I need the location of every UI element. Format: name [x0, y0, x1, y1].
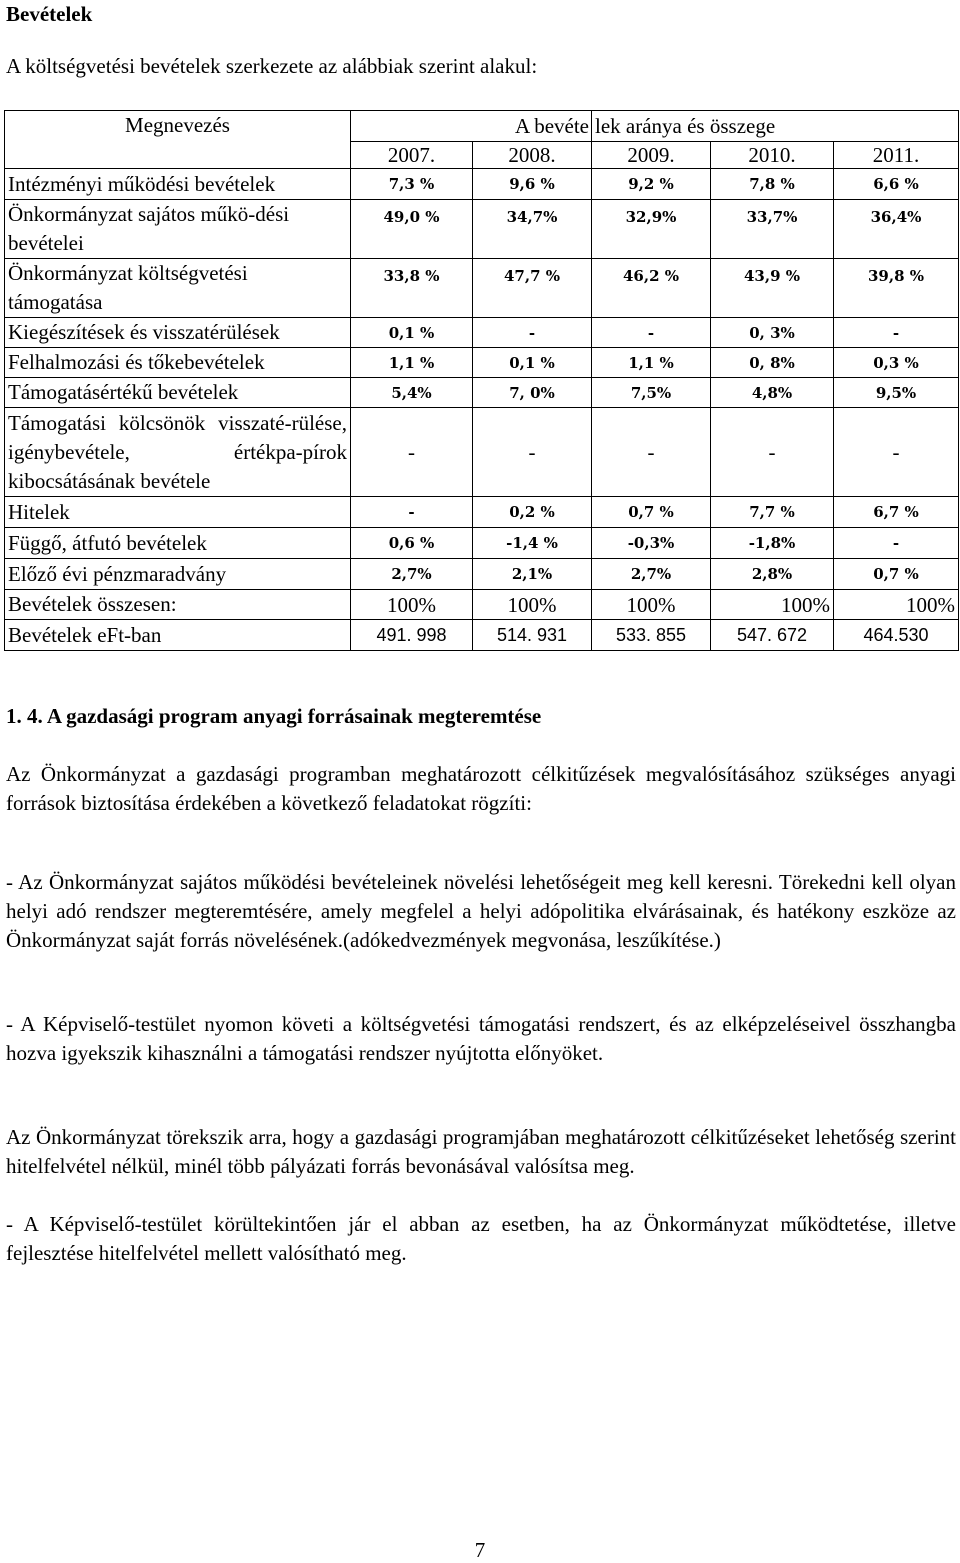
row-value: 33,8 %	[351, 259, 473, 318]
page-number: 7	[474, 1538, 486, 1562]
row-name: Hitelek	[5, 497, 351, 528]
row-value: 7,5%	[592, 378, 711, 408]
table-row	[5, 528, 959, 559]
paragraph: Az Önkormányzat törekszik arra, hogy a gazdasági programjában meghatározott célkitűzéseket lehetőség szerint hitelfelvétel nélkül, minél több pályázati forrás bevonásával valósítsa meg.	[6, 1125, 956, 1178]
header-group-b: lek aránya és összege	[592, 111, 959, 142]
row-value: 0,7 %	[834, 559, 959, 590]
row-value: 4,8%	[711, 378, 834, 408]
row-name: Felhalmozási és tőkebevételek	[5, 348, 351, 378]
header-group-a: A bevéte	[351, 111, 592, 142]
header-name: Megnevezés	[5, 111, 351, 169]
row-value: 0,1 %	[351, 318, 473, 348]
table-row	[5, 408, 959, 497]
row-value: 9,2 %	[592, 169, 711, 200]
row-value: 0,2 %	[473, 497, 592, 528]
table-row	[5, 348, 959, 378]
row-value: -	[473, 408, 592, 497]
row-value: 0,6 %	[351, 528, 473, 559]
paragraph: - Az Önkormányzat sajátos működési bevételeinek növelési lehetőségeit meg kell keresni. Törekedni kell olyan helyi adó rendszer megteremtésére, amely megfelel a helyi adópolitika elvárásainak, és hatékony eszköze az Önkormányzat saját forrás növelésének.(adókedvezmények megvonása, leszűkítése.)	[6, 870, 956, 952]
intro-text: A költségvetési bevételek szerkezete az alábbiak szerint alakul:	[6, 54, 538, 78]
row-name: Önkormányzat költségvetési támogatása	[5, 259, 351, 318]
row-value: 100%	[473, 590, 592, 620]
row-value: -	[351, 408, 473, 497]
row-value: 39,8 %	[834, 259, 959, 318]
row-value: 49,0 %	[351, 200, 473, 259]
row-value: 0,7 %	[592, 497, 711, 528]
row-value: 0, 3%	[711, 318, 834, 348]
row-value: 33,7%	[711, 200, 834, 259]
row-value: -	[473, 318, 592, 348]
row-value: 2,8%	[711, 559, 834, 590]
row-value: 0,3 %	[834, 348, 959, 378]
row-value: 9,5%	[834, 378, 959, 408]
row-value: -0,3%	[592, 528, 711, 559]
table-row	[5, 259, 959, 318]
table-row	[5, 200, 959, 259]
row-value: 43,9 %	[711, 259, 834, 318]
row-value: -	[834, 408, 959, 497]
paragraph: - A Képviselő-testület körültekintően jár el abban az esetben, ha az Önkormányzat működtetése, illetve fejlesztése hitelfelvétel mellett valósítható meg.	[6, 1212, 956, 1265]
row-name: Támogatásértékű bevételek	[5, 378, 351, 408]
row-value: 5,4%	[351, 378, 473, 408]
paragraph: Az Önkormányzat a gazdasági programban meghatározott célkitűzések megvalósításához szükséges anyagi források biztosítása érdekében a következő feladatokat rögzíti:	[6, 762, 956, 815]
row-value: -	[592, 318, 711, 348]
table-row	[5, 497, 959, 528]
page-heading: Bevételek	[6, 2, 93, 26]
row-value: 7,8 %	[711, 169, 834, 200]
row-value: -	[834, 528, 959, 559]
row-value: 100%	[351, 590, 473, 620]
year-cell: 2007.	[351, 142, 473, 169]
table-row	[5, 318, 959, 348]
row-value: 36,4%	[834, 200, 959, 259]
row-name: Támogatási kölcsönök visszaté-rülése, igénybevétele, értékpa-pírok kibocsátásának bevétele	[5, 408, 351, 497]
total-row	[5, 590, 959, 620]
row-value: 2,7%	[351, 559, 473, 590]
year-cell: 2009.	[592, 142, 711, 169]
row-value: 47,7 %	[473, 259, 592, 318]
row-value: 46,2 %	[592, 259, 711, 318]
table-row	[5, 378, 959, 408]
row-value: 491. 998	[351, 620, 473, 651]
row-value: 100%	[592, 590, 711, 620]
year-cell: 2008.	[473, 142, 592, 169]
section-heading: 1. 4. A gazdasági program anyagi forrásainak megteremtése	[6, 704, 542, 728]
row-name: Önkormányzat sajátos műkö-dési bevételei	[5, 200, 351, 259]
row-value: 100%	[834, 590, 959, 620]
row-value: 6,6 %	[834, 169, 959, 200]
row-value: -	[592, 408, 711, 497]
row-value: 514. 931	[473, 620, 592, 651]
row-value: 7,3 %	[351, 169, 473, 200]
table-row	[5, 559, 959, 590]
row-name: Előző évi pénzmaradvány	[5, 559, 351, 590]
row-name: Kiegészítések és visszatérülések	[5, 318, 351, 348]
row-value: -1,4 %	[473, 528, 592, 559]
year-cell: 2010.	[711, 142, 834, 169]
row-value: 2,7%	[592, 559, 711, 590]
row-value: 0,1 %	[473, 348, 592, 378]
row-value: 0, 8%	[711, 348, 834, 378]
row-value: -	[351, 497, 473, 528]
row-value: -	[834, 318, 959, 348]
row-name: Függő, átfutó bevételek	[5, 528, 351, 559]
row-value: 32,9%	[592, 200, 711, 259]
row-name: Bevételek eFt-ban	[5, 620, 351, 651]
table-header-row	[5, 111, 959, 142]
row-value: 533. 855	[592, 620, 711, 651]
row-value: 1,1 %	[592, 348, 711, 378]
row-value: 34,7%	[473, 200, 592, 259]
row-value: 9,6 %	[473, 169, 592, 200]
year-cell: 2011.	[834, 142, 959, 169]
row-name: Intézményi működési bevételek	[5, 169, 351, 200]
paragraph: - A Képviselő-testület nyomon követi a költségvetési támogatási rendszert, és az elképzeléseivel összhangba hozva igyekszik kihasználni a támogatási rendszer nyújtotta előnyöket.	[6, 1012, 956, 1065]
row-value: 1,1 %	[351, 348, 473, 378]
row-value: 7,7 %	[711, 497, 834, 528]
row-value: -	[711, 408, 834, 497]
row-value: 6,7 %	[834, 497, 959, 528]
row-value: 547. 672	[711, 620, 834, 651]
row-value: 100%	[711, 590, 834, 620]
row-value: 2,1%	[473, 559, 592, 590]
table-row	[5, 169, 959, 200]
row-value: 7, 0%	[473, 378, 592, 408]
revenue-table	[4, 110, 959, 651]
row-value: 464.530	[834, 620, 959, 651]
eft-row	[5, 620, 959, 651]
row-name: Bevételek összesen:	[5, 590, 351, 620]
row-value: -1,8%	[711, 528, 834, 559]
